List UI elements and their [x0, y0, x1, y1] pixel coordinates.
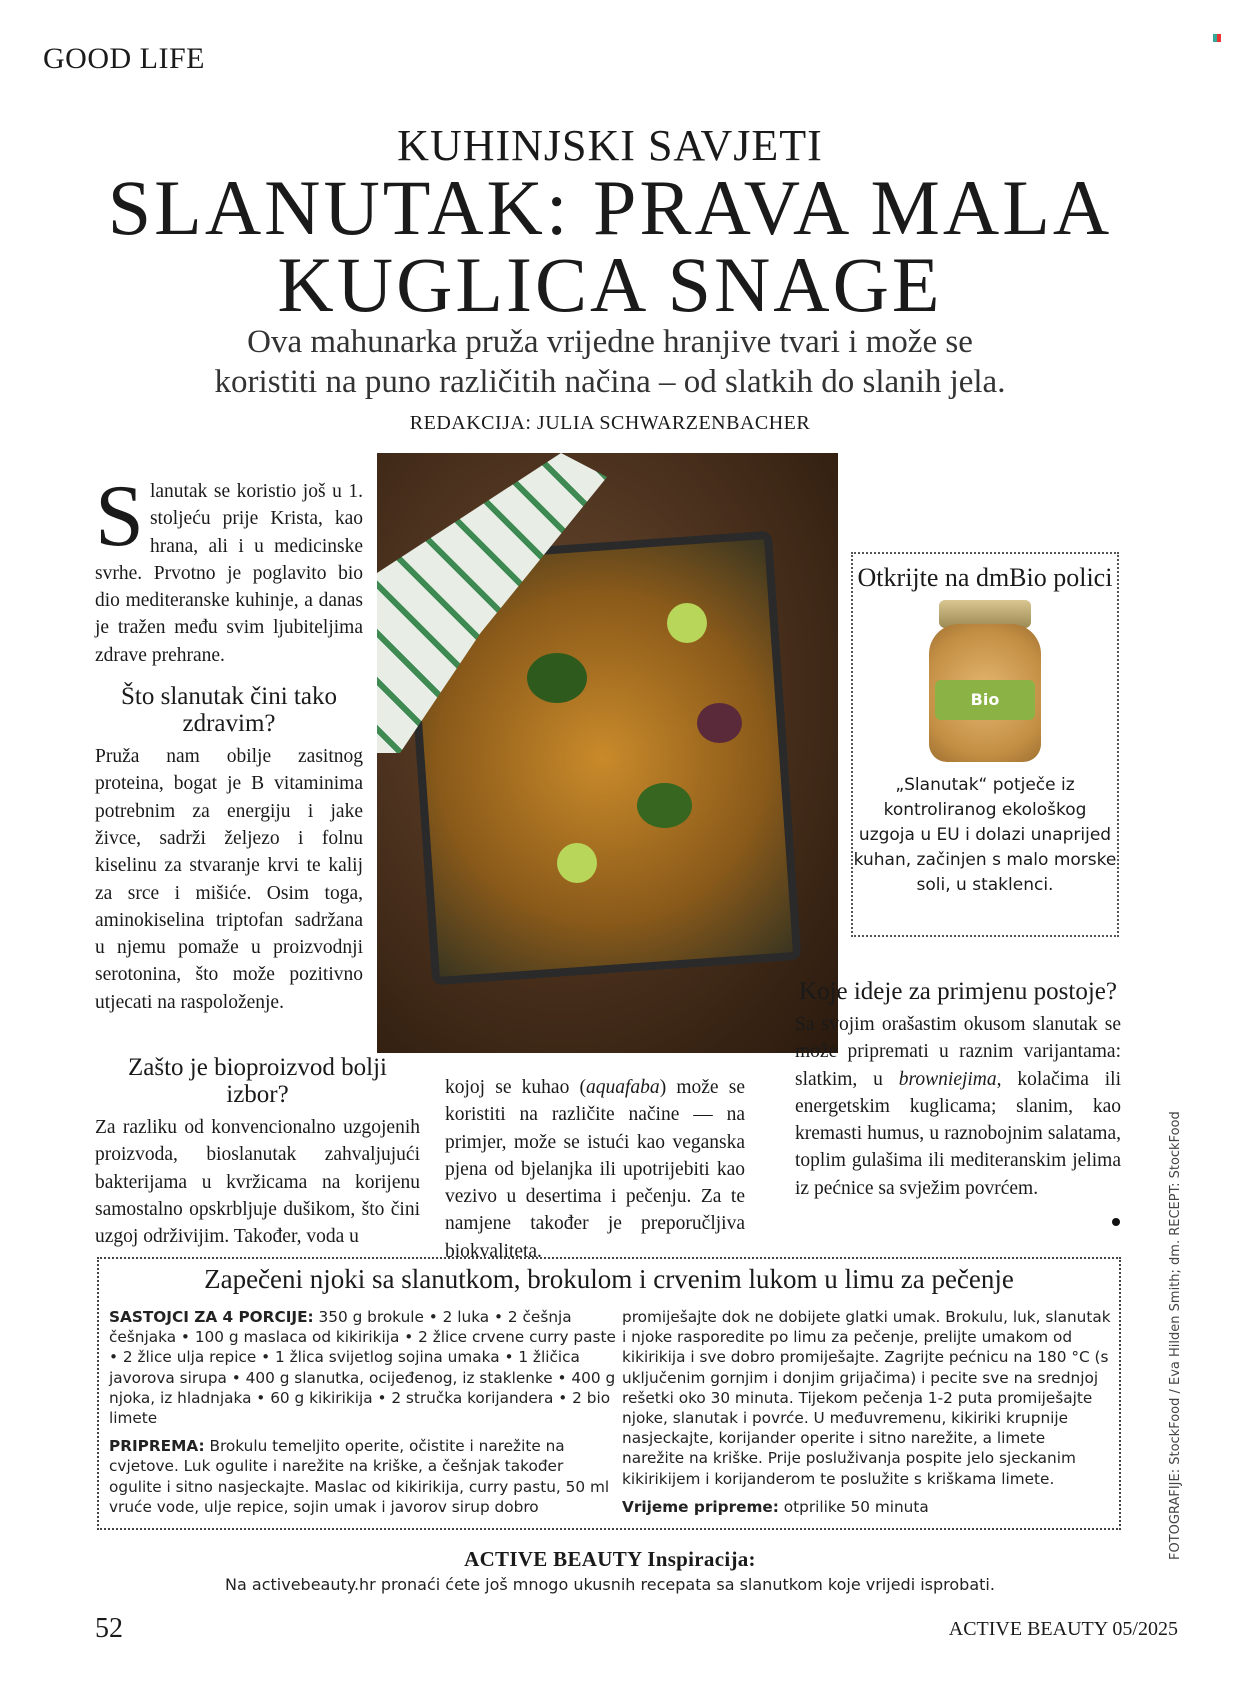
jar-label: Bio: [935, 680, 1035, 720]
food-photo: [377, 453, 838, 1053]
health-heading: Što slanutak čini tako zdravim?: [121, 683, 337, 738]
product-box-text: „Slanutak“ potječe iz kontroliranog ekološkog uzgoja u EU i dolazi unaprijed kuhan, začinjen s malo morske soli, u staklenci.: [853, 775, 1117, 895]
prep-text-2: promiješajte dok ne dobijete glatki umak. Brokulu, luk, slanutak i njoke rasporedite po limu za pečenje, prelijte umakom od kikirikija i sve dobro promiješajte. Zagrijte pećnicu na 180 °C (s uključenim gornjim i donjim grijačima) i pecite sve na srednjoj rešetki oko 30 minuta. Tijekom pečenja 1-2 puta promiješajte njoke, slanutak i povrće. U međuvremenu, kikiriki krupnije nasjeckajte, korijander operite i sitno narežite, a limete narežite na kriške. Prije posluživanja pospite jelo sjeckanim kikirikijem i korijanderom te poslužite s kriškama limete.: [622, 1308, 1111, 1488]
chickpea-jar-image: [925, 600, 1045, 765]
kicker: KUHINJSKI SAVJETI: [397, 121, 823, 170]
recipe-title: Zapečeni njoki sa slanutkom, brokulom i crvenim lukom u limu za pečenje: [204, 1264, 1014, 1294]
byline: REDAKCIJA: JULIA SCHWARZENBACHER: [409, 412, 811, 434]
inspiration-title: ACTIVE BEAUTY Inspiracija:: [464, 1547, 756, 1571]
broccoli: [527, 653, 587, 703]
subtitle-line-2: koristiti na puno različitih načina – od slatkih do slanih jela.: [214, 364, 1006, 400]
prep-text-1: Brokulu temeljito operite, očistite i narežite na cvjetove. Luk ogulite i narežite na kriške, a češnjak također ogulite i sitno nasjeckajte. Maslac od kikirikija, curry pastu, 50 ml vruće vode, ulje repice, sojin umak i javorov sirup dobro: [109, 1437, 610, 1516]
ingredients-label: SASTOJCI ZA 4 PORCIJE:: [109, 1308, 314, 1326]
time-value: otprilike 50 minuta: [783, 1497, 929, 1516]
middle-text-2: ) može se koristiti na različite načine — na primjer, može se istući kao veganska pjena od bjelanjka ili upotrijebiti kao vezivo u desertima i pečenju. Za te namjene također je preporučljiva biokvaliteta.: [445, 1077, 746, 1262]
recipe-right-column: [622, 1307, 1112, 1525]
headline-line-1: SLANUTAK: PRAVA MALA: [107, 164, 1113, 251]
inspiration-text: Na activebeauty.hr pronaći ćete još mnogo ukusnih recepata sa slanutkom koje vrijedi isprobati.: [225, 1575, 995, 1594]
lime-slice: [557, 843, 597, 883]
ideas-section: [795, 964, 1121, 1202]
middle-text-1: kojoj se kuhao (: [445, 1077, 587, 1098]
prep-label: PRIPREMA:: [109, 1437, 205, 1456]
intro-column: [95, 468, 363, 1016]
ideas-text-2: , kolačima ili energetskim kuglicama; slanim, kao kremasti humus, u raznobojnim salatama, toplim gulašima ili mediteranskim jelima iz pećnice sa svježim povrćem.: [795, 1068, 1121, 1199]
ideas-text-1: Sa svojim orašastim okusom slanutak se može pripremati u raznim varijantama: slatkim, u: [795, 1014, 1121, 1090]
bio-heading: Zašto je bioproizvod bolji izbor?: [128, 1054, 387, 1108]
recipe-box: [97, 1257, 1121, 1530]
subtitle-line-1: Ova mahunarka pruža vrijedne hranjive tvari i može se: [247, 324, 973, 360]
drop-cap: S: [95, 468, 144, 565]
bio-section: [95, 1040, 420, 1250]
section-label: GOOD LIFE: [43, 42, 205, 75]
middle-column: [445, 1074, 745, 1265]
color-mark: [1213, 34, 1221, 42]
page-number: 52: [95, 1613, 123, 1644]
product-box-title: Otkrijte na dmBio polici: [857, 563, 1113, 592]
end-mark: [1112, 1218, 1120, 1226]
ideas-heading: Koje ideje za primjenu postoje?: [799, 978, 1117, 1005]
broccoli: [637, 783, 692, 828]
intro-text: lanutak se koristio još u 1. stoljeću prije Krista, kao hrana, ali i u medicinske svrhe. Prvotno je poglavito bio dio mediteranske kuhinje, a danas je tražen među svim ljubiteljima zdrave prehrane.: [95, 481, 363, 666]
health-text: Pruža nam obilje zasitnog proteina, bogat je B vitaminima potrebnim za energiju i jake živce, sadrži željezo i folnu kiselinu za stvaranje krvi te kalij za srce i mišiće. Osim toga, aminokiselina triptofan sadržana u njemu pomaže u proizvodnji serotonina, što može pozitivno utjecati na raspoloženje.: [95, 746, 363, 1013]
lime-slice: [667, 603, 707, 643]
ingredients-text: 350 g brokule • 2 luka • 2 češnja češnjaka • 100 g maslaca od kikirikija • 2 žlice crvene curry paste • 2 žlice ulja repice • 1 žlica svijetlog sojina umaka • 1 žličica javorova sirupa • 400 g slanutka, ocijeđenog, iz staklenke • 400 g njoka, iz hladnjaka • 60 g kikirikija • 2 stručka korijandera • 2 bio limete: [109, 1308, 616, 1428]
headline-line-2: KUGLICA SNAGE: [277, 241, 943, 328]
ideas-text-italic: browniejima: [898, 1068, 997, 1090]
photo-credit: FOTOGRAFIJE: StockFood / Eva Hilden Smith; dm. RECEPT: StockFood: [1168, 1111, 1183, 1560]
bio-text: Za razliku od konvencionalno uzgojenih proizvoda, bioslanutak zahvaljujući bakterijama u kvržicama na korijenu samostalno opskrbljuje dušikom, što čini uzgoj održivijim. Također, voda u: [95, 1117, 420, 1248]
recipe-left-column: [109, 1307, 619, 1525]
magazine-issue: ACTIVE BEAUTY 05/2025: [948, 1618, 1178, 1640]
red-onion: [697, 703, 742, 743]
time-label: Vrijeme pripreme:: [622, 1497, 779, 1516]
product-box: [851, 552, 1119, 937]
middle-italic: aquafaba: [586, 1077, 660, 1098]
